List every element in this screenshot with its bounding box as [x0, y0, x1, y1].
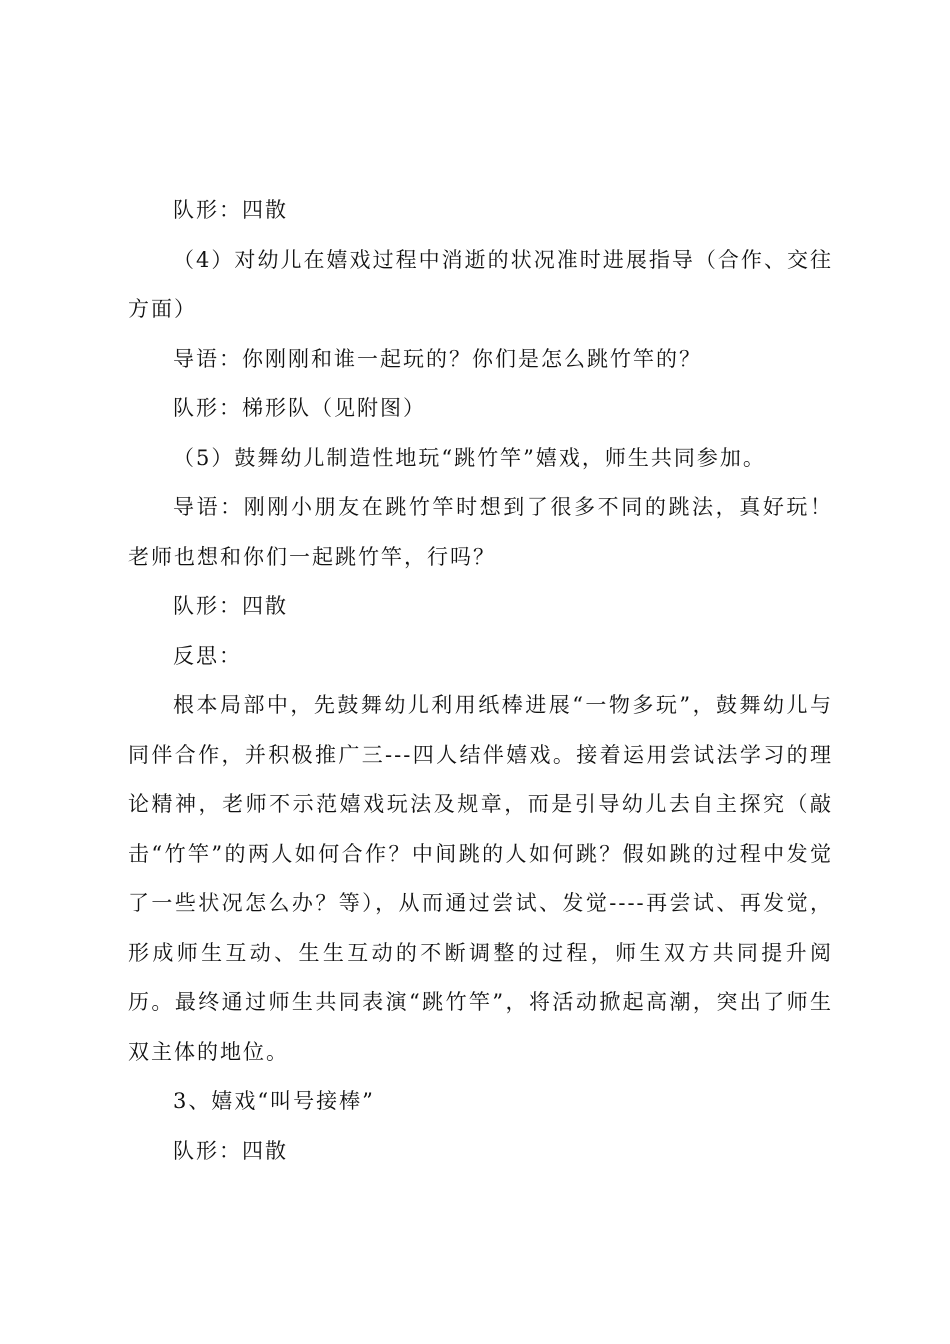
paragraph-game-3-heading: 3、嬉戏“叫号接棒” [173, 1089, 375, 1113]
paragraph-guide-1: 导语：你刚刚和谁一起玩的？你们是怎么跳竹竿的？ [173, 346, 702, 371]
paragraph-formation-4: 队形：四散 [173, 1138, 288, 1163]
document-body [128, 186, 833, 1176]
paragraph-formation-1: 队形：四散 [173, 198, 288, 222]
paragraph-step-4: （4）对幼儿在嬉戏过程中消逝的状况准时进展指导（合作、交往方面） [128, 247, 833, 321]
paragraph-step-5: （5）鼓舞幼儿制造性地玩“跳竹竿”嬉戏，师生共同参加。 [173, 445, 766, 470]
paragraph-reflection-body: 根本局部中，先鼓舞幼儿利用纸棒进展“一物多玩”，鼓舞幼儿与同伴合作，并积极推广三---四人结伴嬉戏。接着运用尝试法学习的理论精神，老师不示范嬉戏玩法及规章，而是引导幼儿去自主探究（敲击“竹竿”的两人如何合作？中间跳的人如何跳？假如跳的过程中发觉了一些状况怎么办？等），从而通过尝试、发觉----再尝试、再发觉，形成师生互动、生生互动的不断调整的过程，师生双方共同提升阅历。最终通过师生共同表演“跳竹竿”，将活动掀起高潮，突出了师生双主体的地位。 [128, 693, 833, 1064]
paragraph-guide-2: 导语：刚刚小朋友在跳竹竿时想到了很多不同的跳法，真好玩！老师也想和你们一起跳竹竿，行吗？ [128, 495, 833, 569]
paragraph-reflection-heading: 反思： [173, 643, 242, 668]
paragraph-formation-2: 队形：梯形队（见附图） [173, 396, 426, 420]
paragraph-formation-3: 队形：四散 [173, 594, 288, 618]
